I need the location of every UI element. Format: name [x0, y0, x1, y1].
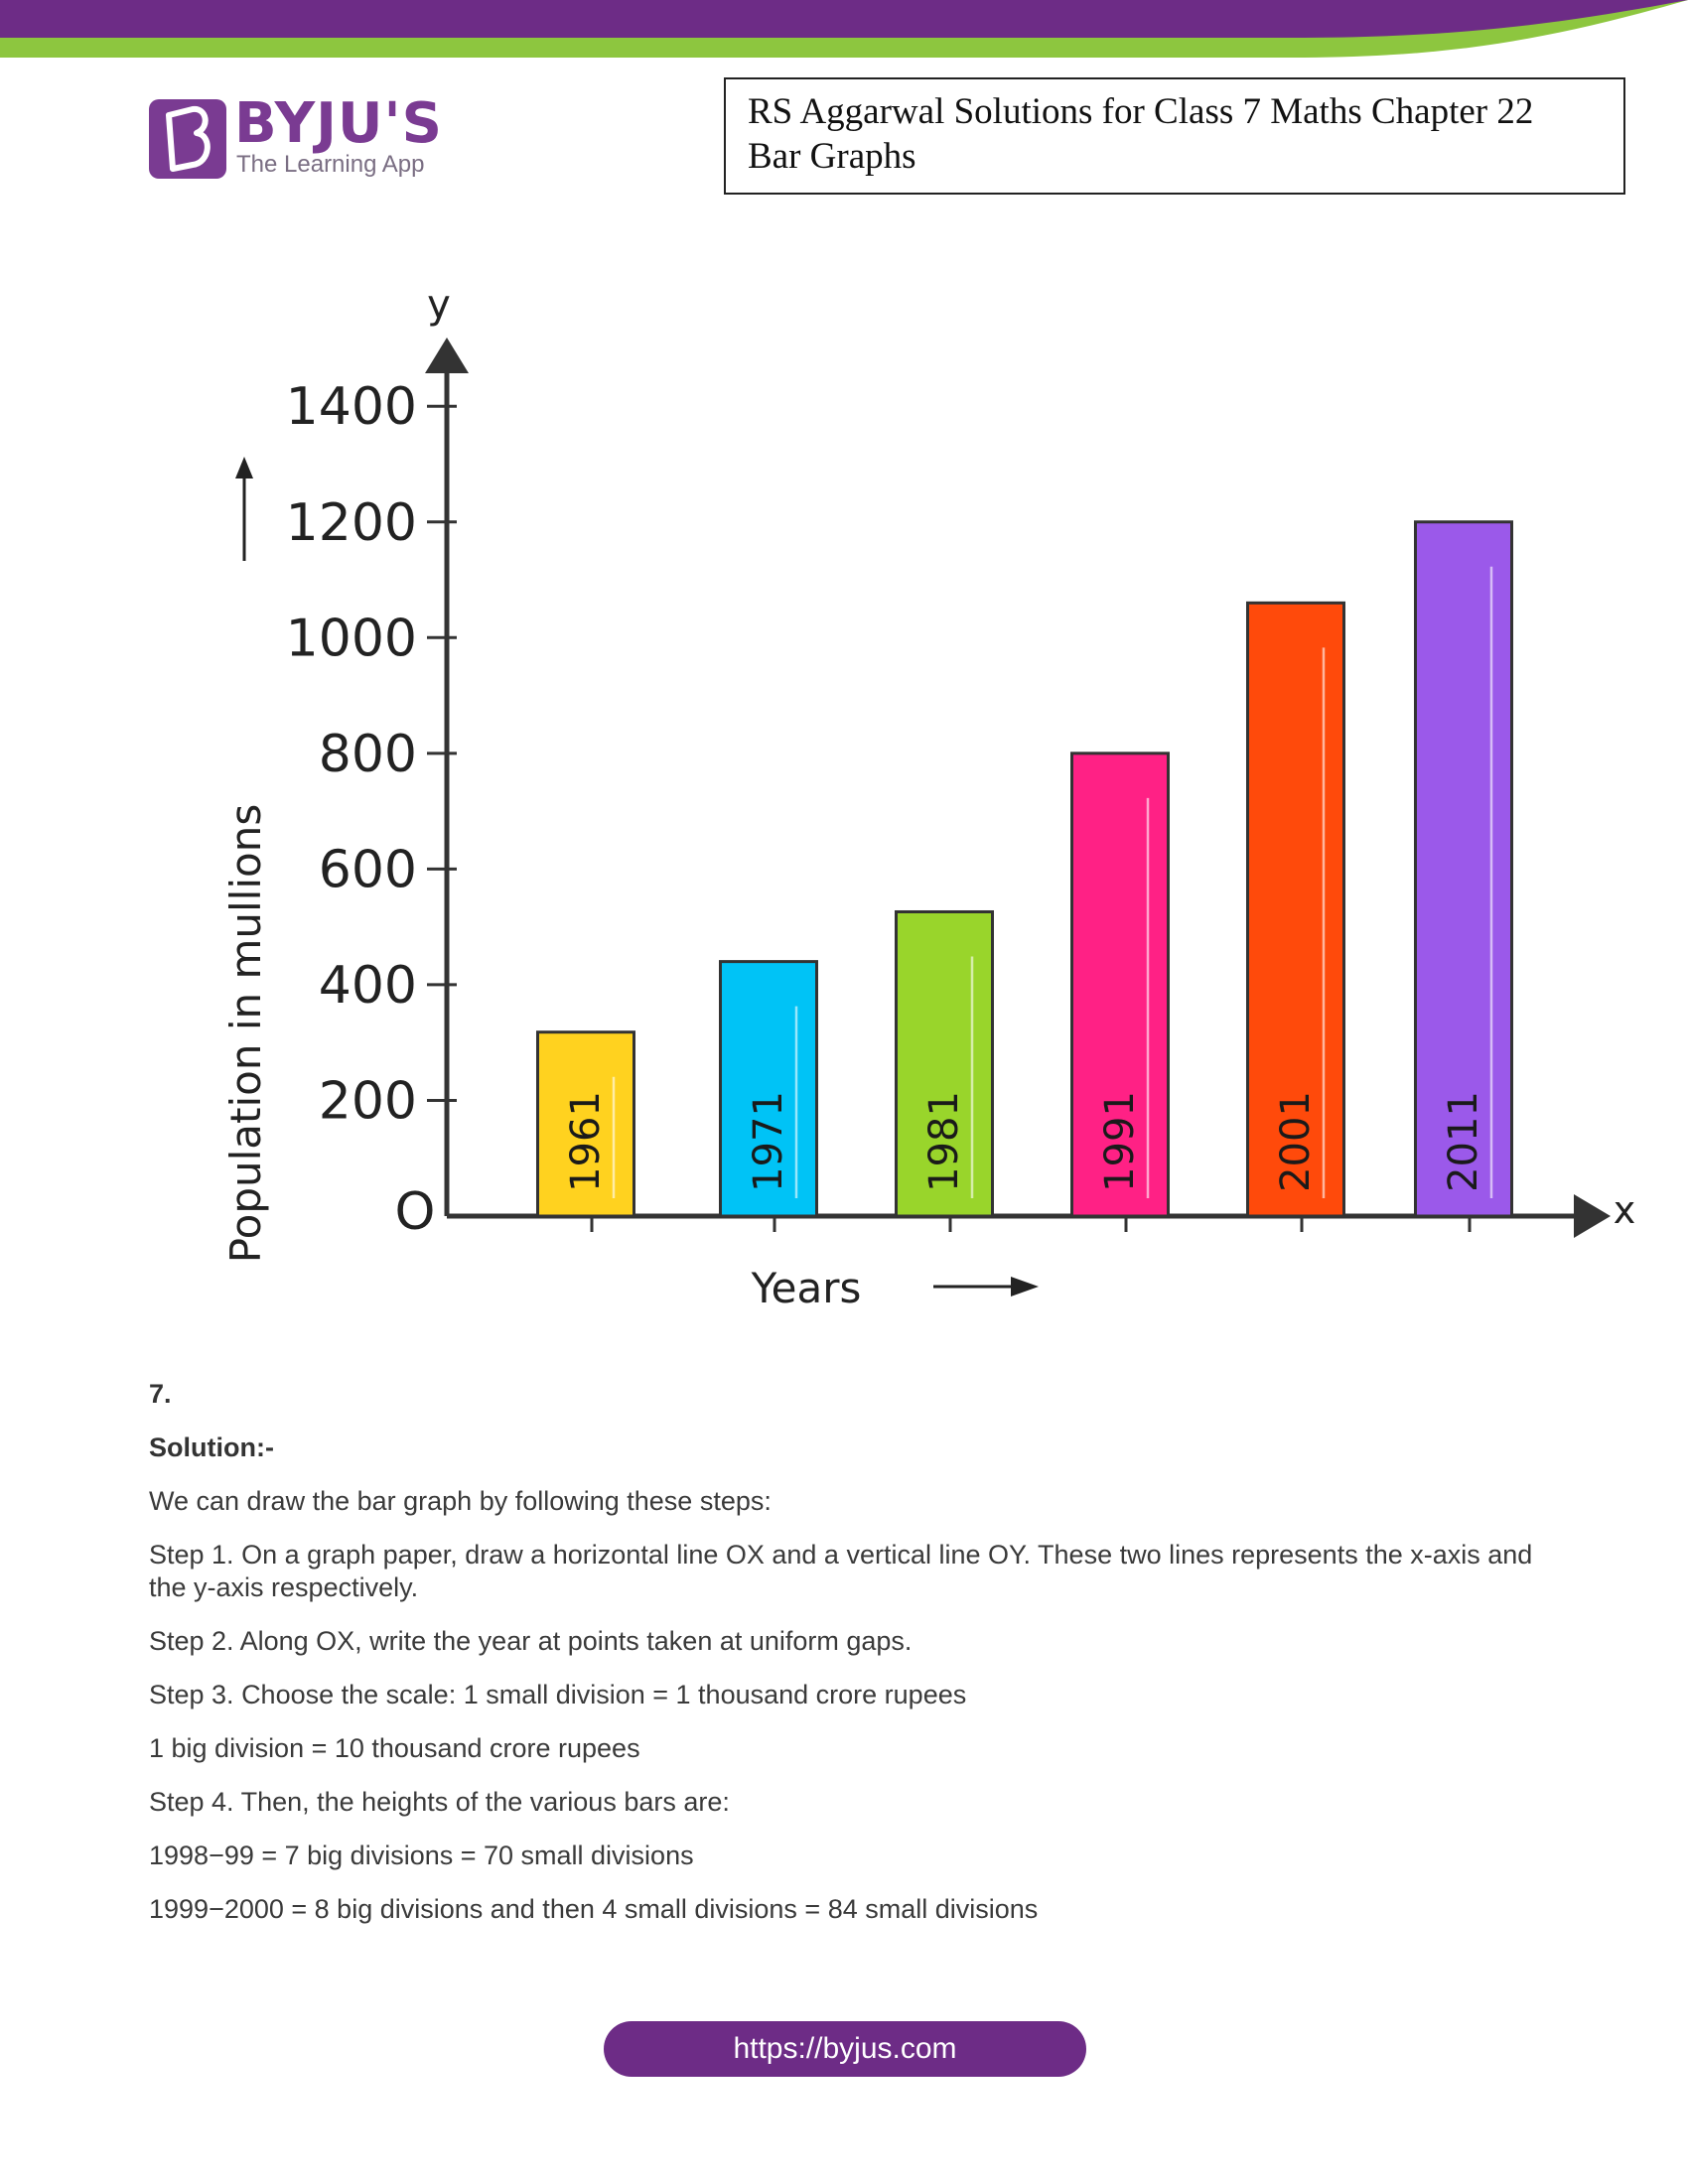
bar-category-label: 1981: [921, 1091, 967, 1192]
x-axis-letter: x: [1613, 1188, 1636, 1232]
chapter-title-box: [724, 77, 1625, 195]
y-axis-title: Population in mullions: [221, 803, 270, 1264]
bar-category-label: 1991: [1097, 1091, 1143, 1192]
solution-content: [149, 1378, 1559, 1947]
y-tick-label: 400: [318, 955, 417, 1016]
y-axis-letter: y: [427, 282, 451, 328]
solution-label: Solution:-: [149, 1433, 274, 1462]
bar-category-label: 2001: [1273, 1091, 1319, 1192]
step-3: Step 3. Choose the scale: 1 small division = 1 thousand crore rupees: [149, 1680, 967, 1709]
step-2: Step 2. Along OX, write the year at points taken at uniform gaps.: [149, 1626, 913, 1656]
chapter-title-line2: Bar Graphs: [748, 136, 916, 177]
bar-height-1998-99: 1998−99 = 7 big divisions = 70 small divisions: [149, 1841, 694, 1870]
scale-big-division: 1 big division = 10 thousand crore rupees: [149, 1733, 640, 1763]
bar-category-label: 1971: [746, 1091, 791, 1192]
bar-height-1999-2000: 1999−2000 = 8 big divisions and then 4 small divisions = 84 small divisions: [149, 1894, 1039, 1924]
y-tick-label: 1200: [285, 492, 417, 553]
bar-category-label: 1961: [563, 1091, 609, 1192]
origin-label: O: [394, 1182, 436, 1242]
website-link-button[interactable]: [604, 2021, 1086, 2077]
y-title-arrowhead: [235, 457, 253, 478]
y-tick-label: 800: [318, 724, 417, 784]
top-decorative-band: [0, 0, 1688, 60]
logo-name: BYJU'S: [234, 91, 443, 156]
y-tick-label: 200: [318, 1071, 417, 1132]
step-1: Step 1. On a graph paper, draw a horizontal line OX and a vertical line OY. These two lines represents the x-axis and the y-axis respectively.: [149, 1540, 1533, 1602]
y-axis-arrowhead: [425, 338, 469, 373]
chapter-title-line1: RS Aggarwal Solutions for Class 7 Maths Chapter 22: [748, 91, 1534, 132]
y-tick-label: 1400: [285, 377, 417, 438]
x-title-arrowhead: [1011, 1277, 1039, 1297]
bar-category-label: 2011: [1441, 1091, 1486, 1192]
website-url[interactable]: https://byjus.com: [733, 2032, 957, 2065]
step-4: Step 4. Then, the heights of the various bars are:: [149, 1787, 730, 1817]
solution-intro: We can draw the bar graph by following these steps:: [149, 1486, 772, 1516]
byjus-logo-mark: [149, 99, 226, 179]
question-number: 7.: [149, 1379, 172, 1409]
population-bar-chart: [0, 268, 1688, 1340]
y-tick-label: 600: [318, 840, 417, 900]
byjus-logo: [149, 91, 443, 183]
logo-tagline: The Learning App: [236, 151, 425, 178]
x-axis-title: Years: [751, 1264, 862, 1312]
x-axis-arrowhead: [1574, 1194, 1611, 1238]
y-tick-label: 1000: [285, 609, 417, 669]
